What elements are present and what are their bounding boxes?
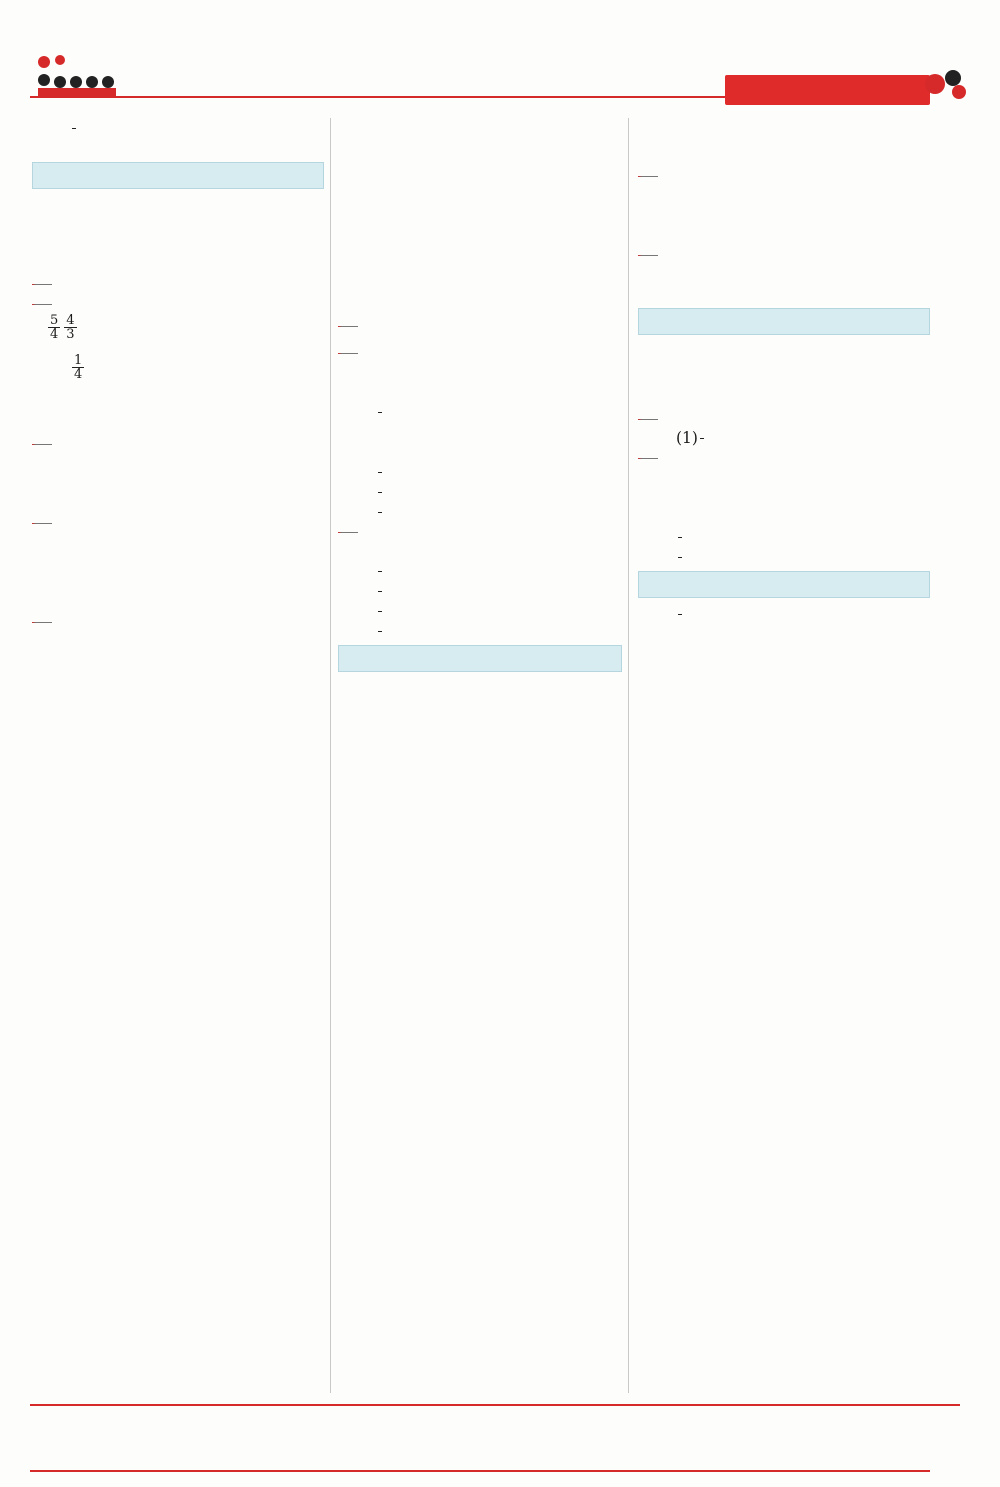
answer-line [32, 138, 324, 158]
children-logo-icon [32, 52, 127, 100]
column-divider [330, 118, 331, 1393]
section-label [338, 532, 358, 533]
section-label [638, 419, 658, 420]
section-label [338, 353, 358, 354]
header-rule [30, 96, 750, 98]
section-label [638, 255, 658, 256]
answer-line [32, 533, 324, 553]
answer-line [338, 403, 622, 423]
page-header [0, 0, 1000, 110]
section-label [32, 304, 52, 305]
answer-line [338, 296, 622, 316]
section-label [338, 326, 358, 327]
answer-line [32, 493, 324, 513]
tip-box [638, 571, 930, 598]
answer-line [32, 573, 324, 593]
section-label [638, 176, 658, 177]
answer-line [338, 502, 622, 522]
answer-line [338, 462, 622, 482]
answer-line [338, 542, 622, 562]
answer-line [338, 363, 622, 383]
answer-line [638, 138, 930, 158]
answer-line [32, 195, 324, 215]
answer-line [638, 361, 930, 381]
answer-line [638, 185, 930, 205]
answer-line [638, 604, 930, 624]
answer-line [32, 214, 324, 234]
fraction: $\frac{1}{4}$ [74, 352, 83, 383]
puzzle-figures [338, 118, 622, 290]
answer-line [32, 454, 324, 474]
answer-line [338, 562, 622, 582]
answer-line [32, 354, 324, 382]
middle-column [338, 118, 622, 678]
left-column [32, 118, 324, 652]
answer-line: (1) [638, 429, 930, 449]
footer-rule [30, 1404, 960, 1406]
answer-line [638, 265, 930, 285]
fraction: $\frac{5}{4}$ [50, 312, 59, 343]
answer-line [32, 473, 324, 493]
answer-line [32, 632, 324, 652]
answer-line [338, 423, 622, 443]
answer-line [338, 443, 622, 463]
answer-line [638, 285, 930, 305]
answer-line [338, 482, 622, 502]
answer-line [338, 621, 622, 641]
answer-line [638, 528, 930, 548]
column-divider [628, 118, 629, 1393]
answer-line [638, 118, 930, 138]
fraction [72, 128, 76, 129]
tip-box [338, 645, 622, 672]
right-column [638, 118, 930, 624]
answer-line [32, 553, 324, 573]
section-label [32, 444, 52, 445]
section-label [32, 622, 52, 623]
answer-line [638, 488, 930, 508]
section-label [32, 284, 52, 285]
answer-line [638, 225, 930, 245]
footer-rule [30, 1470, 930, 1472]
answer-line [638, 548, 930, 568]
fraction: $\frac{4}{3}$ [66, 312, 75, 343]
tip-box [32, 162, 324, 189]
answer-line [32, 254, 324, 274]
answer-line [32, 402, 324, 422]
answer-banner [725, 75, 930, 105]
section-label [638, 458, 658, 459]
answer-line [638, 341, 930, 361]
answer-line [32, 382, 324, 402]
answer-line [338, 383, 622, 403]
answer-line [638, 381, 930, 401]
answer-line [638, 205, 930, 225]
tip-box [638, 308, 930, 335]
answer-line [32, 592, 324, 612]
answer-line [338, 601, 622, 621]
answer-line [32, 118, 324, 138]
answer-line [338, 581, 622, 601]
flower-icon [915, 62, 975, 107]
section-label [32, 523, 52, 524]
answer-line [638, 508, 930, 528]
answer-line [32, 234, 324, 254]
answer-line [638, 468, 930, 488]
answer-line [32, 314, 324, 342]
